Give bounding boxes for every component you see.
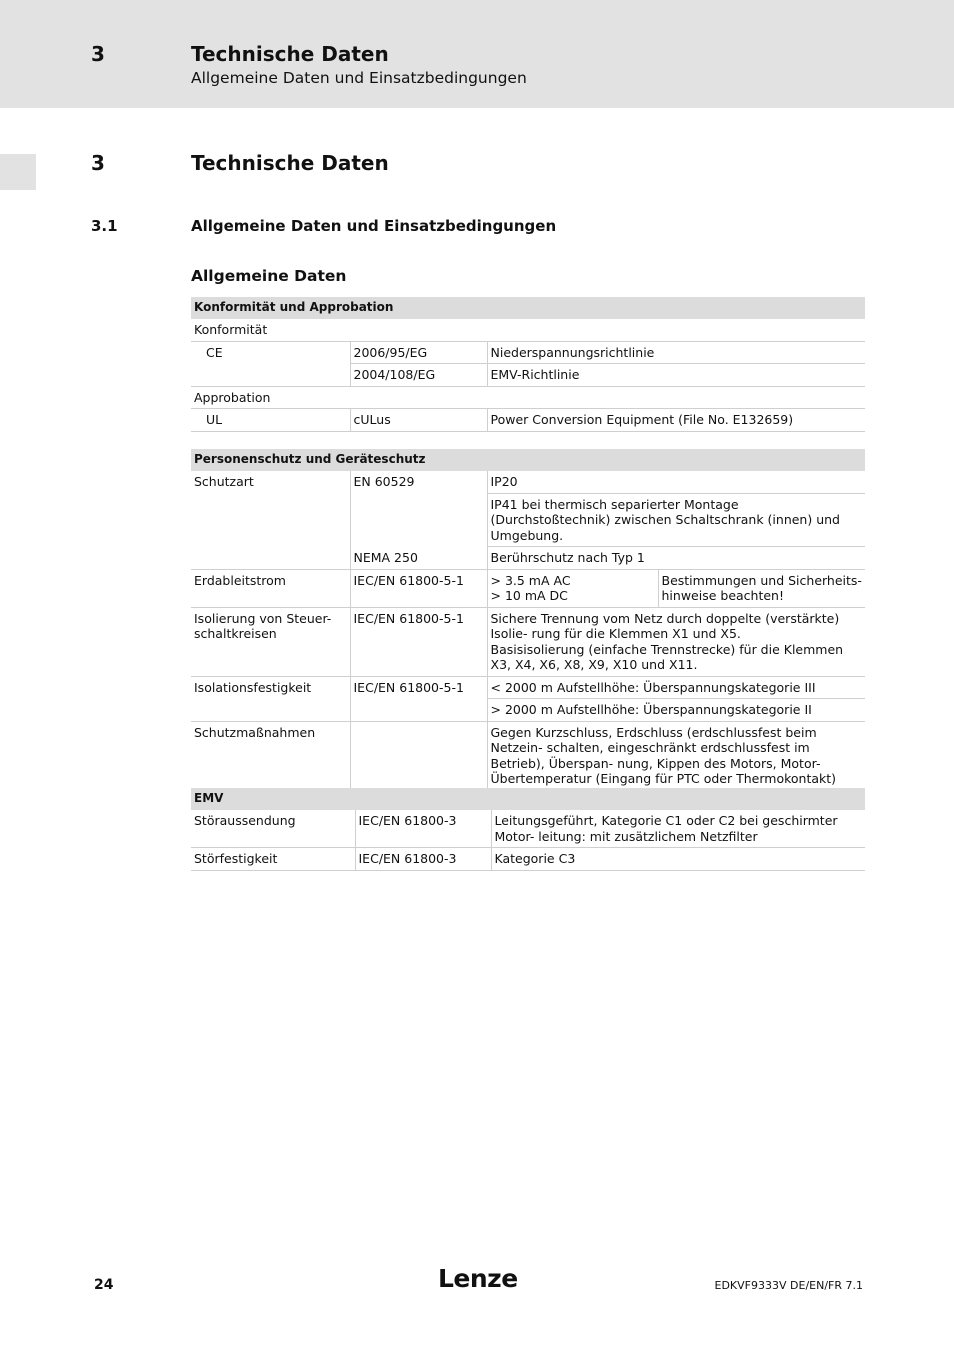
header-chapter-number: 3 — [91, 42, 105, 66]
cell-norm: NEMA 250 — [350, 547, 487, 570]
table-section-title: Personenschutz und Geräteschutz — [191, 449, 865, 471]
cell-value: < 2000 m Aufstellhöhe: Überspannungskategorie III — [487, 676, 865, 699]
cell-value: IP20 — [487, 471, 865, 493]
value-dc: > 10 mA DC — [490, 588, 568, 603]
heading1-number: 3 — [91, 151, 105, 175]
page-number: 24 — [94, 1277, 114, 1293]
cell-value — [487, 569, 658, 607]
cell-value: IP41 bei thermisch separierter Montage (Durchstoßtechnik) zwischen Schaltschrank (innen) und Umgebung. — [487, 493, 865, 547]
cell-norm: IEC/EN 61800-5-1 — [350, 676, 487, 721]
cell-norm: IEC/EN 61800-3 — [355, 810, 491, 848]
row-label-schutzmassnahmen: Schutzmaßnahmen — [191, 721, 350, 790]
row-label-ul: UL — [191, 409, 350, 432]
document-id: EDKVF9333V DE/EN/FR 7.1 — [714, 1279, 863, 1292]
heading2-number: 3.1 — [91, 217, 118, 235]
row-label-konformitaet: Konformität — [191, 319, 865, 341]
lenze-logo: Lenze — [438, 1264, 518, 1293]
row-label-isolationsfestigkeit: Isolationsfestigkeit — [191, 676, 350, 721]
cell-norm: cULus — [350, 409, 487, 432]
row-label-stoerfestigkeit: Störfestigkeit — [191, 848, 355, 871]
cell-norm: IEC/EN 61800-3 — [355, 848, 491, 871]
cell-norm: 2006/95/EG — [350, 341, 487, 364]
heading2-title: Allgemeine Daten und Einsatzbedingungen — [191, 217, 557, 235]
table-section-title: Konformität und Approbation — [191, 297, 865, 319]
cell-value: Gegen Kurzschluss, Erdschluss (erdschlussfest beim Netzein- schalten, eingeschränkt erdschlussfest im Betrieb), Überspan- nung, Kippen des Motors, Motor-Übertemperatur (Eingang für PTC oder Thermokontakt) — [487, 721, 865, 790]
cell-value: > 2000 m Aufstellhöhe: Überspannungskategorie II — [487, 699, 865, 722]
header-chapter-title: Technische Daten — [191, 42, 389, 66]
header-subtitle: Allgemeine Daten und Einsatzbedingungen — [191, 69, 527, 87]
cell-value — [487, 607, 865, 676]
chapter-side-tab — [0, 154, 36, 190]
table-personenschutz — [191, 449, 865, 791]
cell-norm: 2004/108/EG — [350, 364, 487, 387]
value-ac: > 3.5 mA AC — [490, 572, 571, 588]
cell-value: Leitungsgeführt, Kategorie C1 oder C2 bei geschirmter Motor- leitung: mit zusätzlichem Netzfilter — [491, 810, 865, 848]
value-line: Basisisolierung (einfache Trennstrecke) für die Klemmen X3, X4, X6, X8, X9, X10 und X11. — [490, 641, 844, 672]
cell-norm-empty — [350, 721, 487, 790]
cell-desc: Niederspannungsrichtlinie — [487, 341, 865, 364]
table-section-title: EMV — [191, 788, 865, 810]
cell-value: Berührschutz nach Typ 1 — [487, 547, 865, 570]
cell-norm: EN 60529 — [350, 471, 487, 547]
table-konformitaet — [191, 297, 865, 432]
row-label-schutzart: Schutzart — [191, 471, 350, 569]
row-label-erdableitstrom: Erdableitstrom — [191, 569, 350, 607]
cell-desc: Power Conversion Equipment (File No. E132659) — [487, 409, 865, 432]
page-header-band — [0, 0, 954, 108]
cell-norm: IEC/EN 61800-5-1 — [350, 607, 487, 676]
heading3-title: Allgemeine Daten — [191, 267, 347, 285]
row-label-approbation: Approbation — [191, 386, 865, 409]
cell-note: Bestimmungen und Sicherheits- hinweise beachten! — [658, 569, 865, 607]
cell-norm: IEC/EN 61800-5-1 — [350, 569, 487, 607]
row-label-stoeraussendung: Störaussendung — [191, 810, 355, 848]
heading1-title: Technische Daten — [191, 151, 389, 175]
row-label-isolierung: Isolierung von Steuer- schaltkreisen — [191, 607, 350, 676]
cell-value: Kategorie C3 — [491, 848, 865, 871]
value-line: Sichere Trennung vom Netz durch doppelte (verstärkte) Isolie- rung für die Klemmen X1 und X5. — [490, 610, 840, 641]
row-label-ce: CE — [191, 341, 350, 386]
table-emv — [191, 788, 865, 871]
cell-desc: EMV-Richtlinie — [487, 364, 865, 387]
